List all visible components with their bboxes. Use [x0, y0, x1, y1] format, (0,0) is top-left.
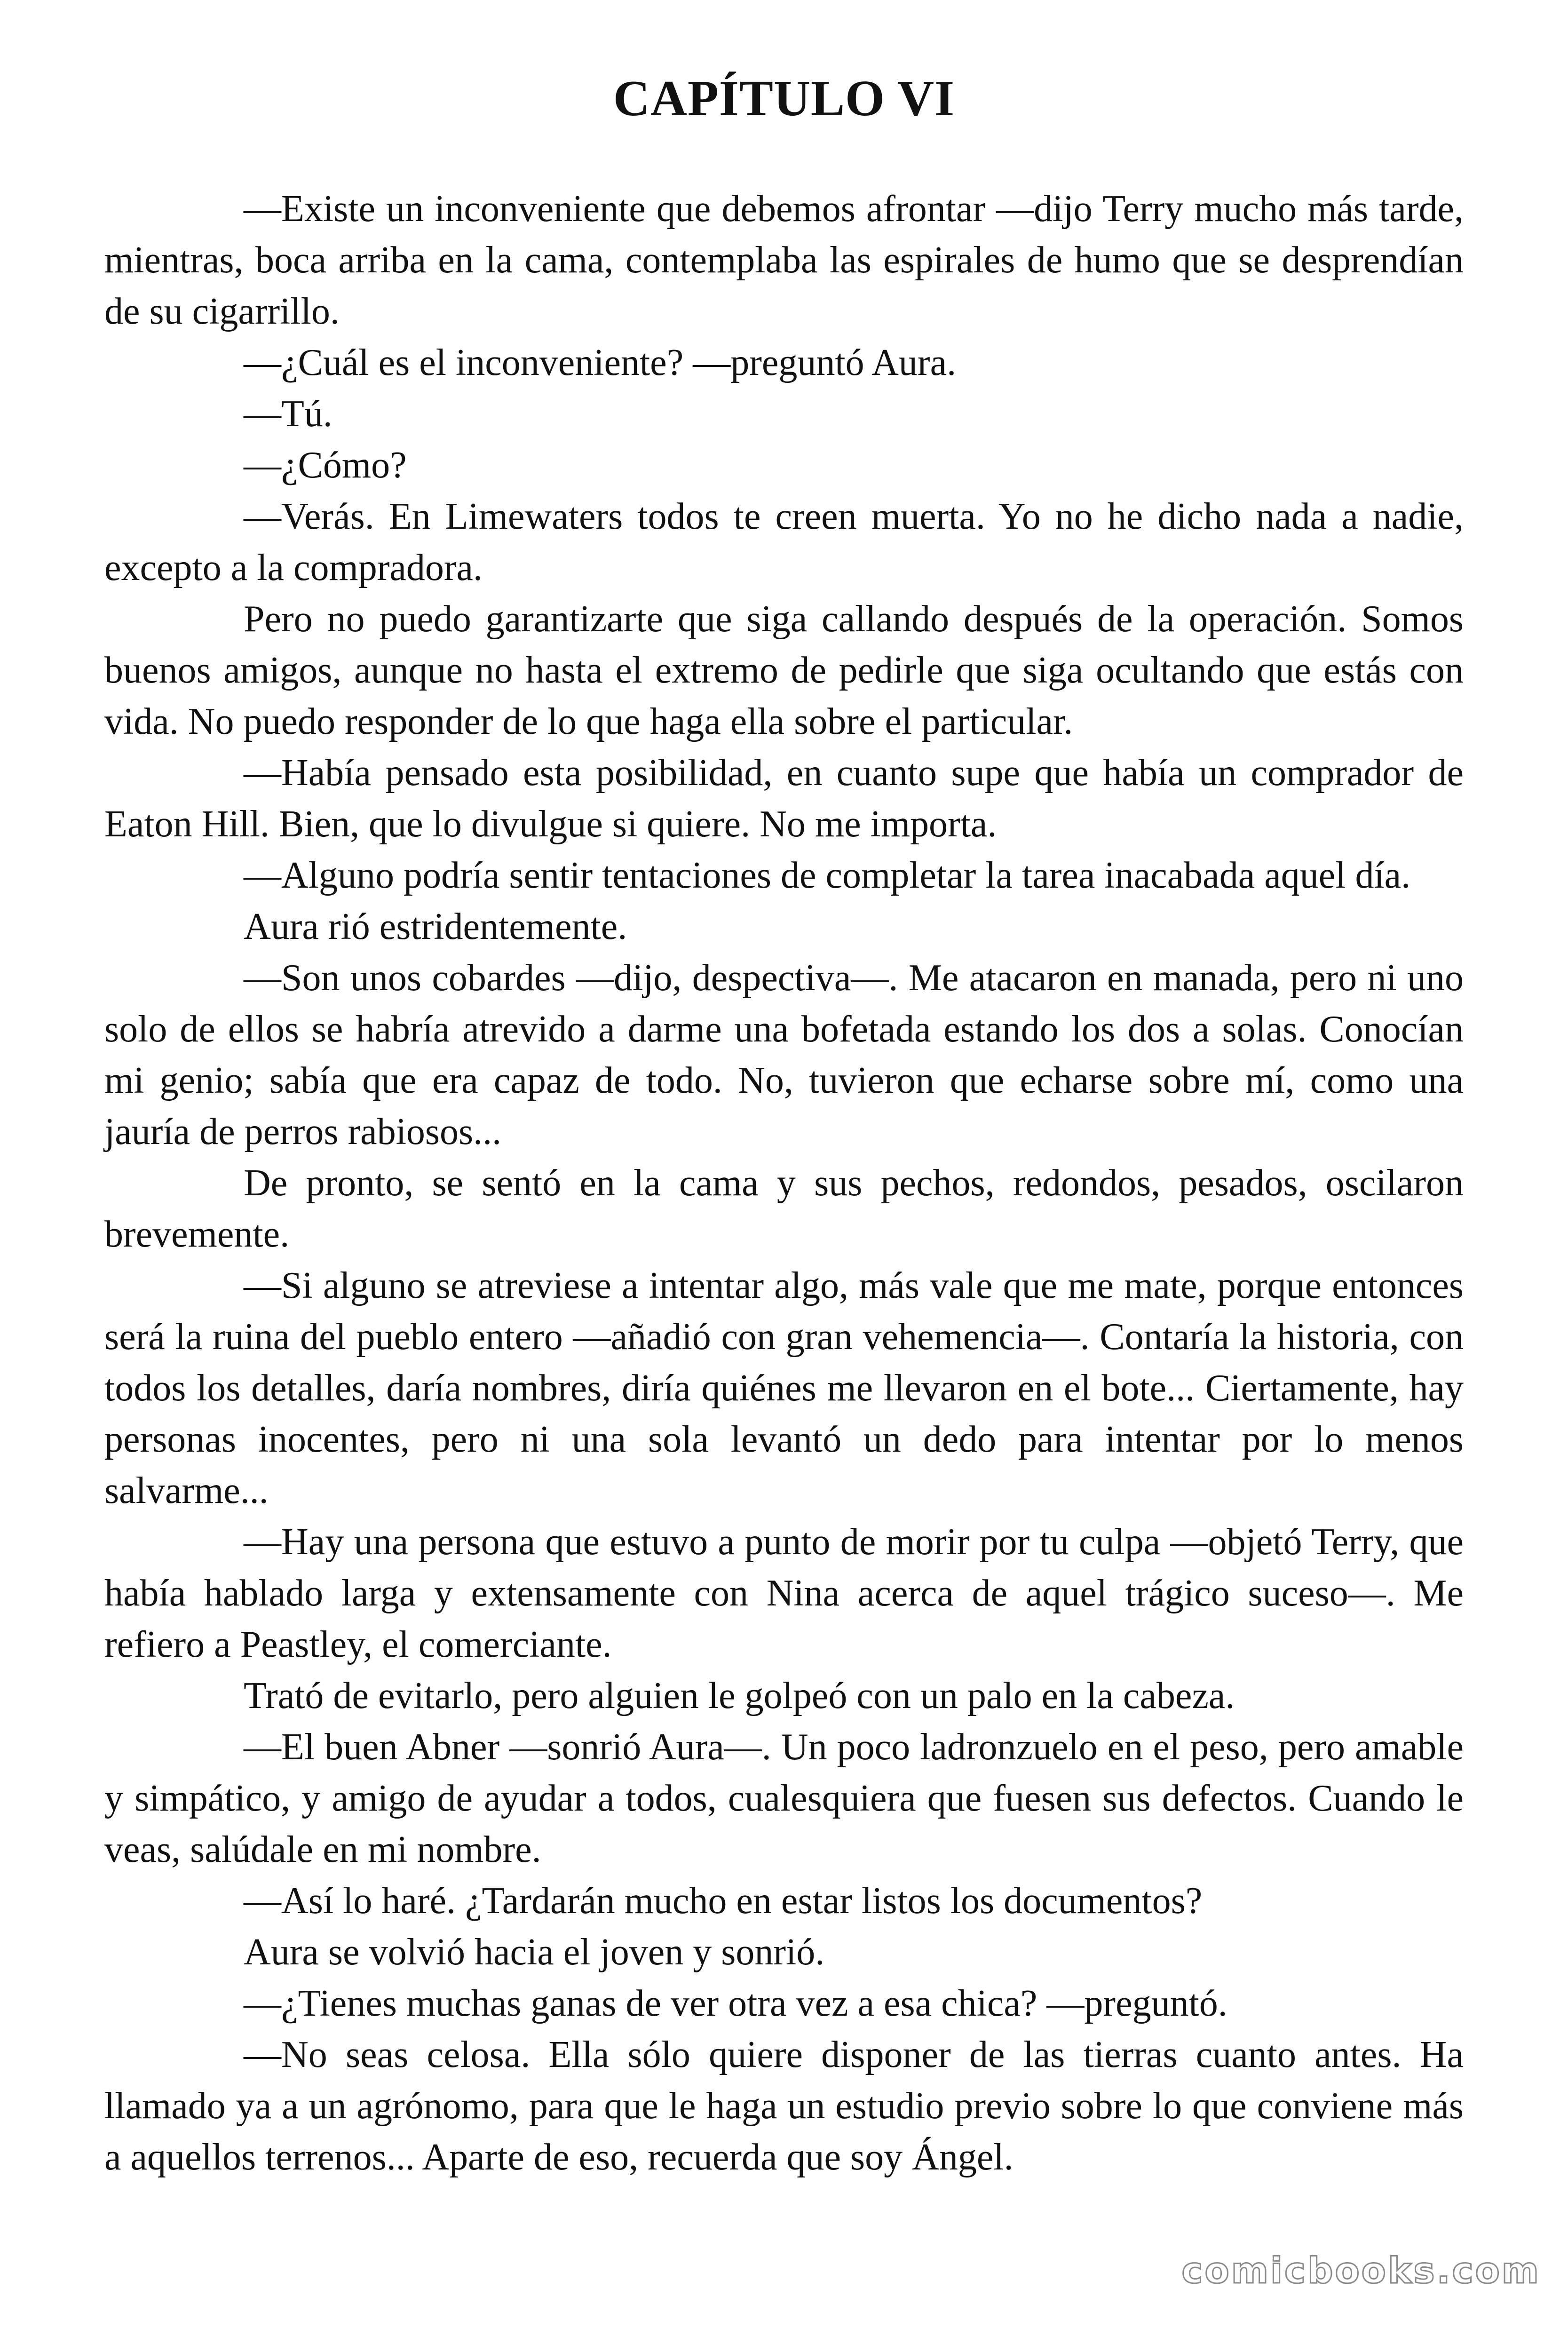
paragraph: —Así lo haré. ¿Tardarán mucho en estar listos los documentos?: [244, 1880, 1203, 1922]
paragraph: —No seas celosa. Ella sólo quiere disponer de las tierras cuanto antes. Ha llamado ya a un agrónomo, para que le haga un estudio previo sobre lo que conviene más a aquellos terrenos... Aparte de eso, recuerda que soy Ángel.: [104, 2034, 1464, 2178]
paragraph: —¿Tienes muchas ganas de ver otra vez a esa chica? —preguntó.: [244, 1983, 1227, 2024]
paragraph: —Si alguno se atreviese a intentar algo, más vale que me mate, porque entonces será la ruina del pueblo entero —añadió con gran vehemencia—. Contaría la historia, con todos los detalles, daría nombres, diría quiénes me llevaron en el bote... Ciertamente, hay personas inocentes, pero ni una sola levantó un dedo para intentar por lo menos salvarme...: [104, 1265, 1464, 1511]
paragraph: —Son unos cobardes —dijo, despectiva—. Me atacaron en manada, pero ni uno solo de ellos se habría atrevido a darme una bofetada estando los dos a solas. Conocían mi genio; sabía que era capaz de todo. No, tuvieron que echarse sobre mí, como una jauría de perros rabiosos...: [104, 957, 1464, 1152]
paragraph: —Verás. En Limewaters todos te creen muerta. Yo no he dicho nada a nadie, excepto a la compradora.: [104, 496, 1464, 588]
paragraph: —¿Cuál es el inconveniente? —preguntó Aura.: [244, 342, 957, 383]
paragraph: Pero no puedo garantizarte que siga callando después de la operación. Somos buenos amigos, aunque no hasta el extremo de pedirle que siga ocultando que estás con vida. No puedo responder de lo que haga ella sobre el particular.: [104, 598, 1464, 742]
paragraph: Trató de evitarlo, pero alguien le golpeó con un palo en la cabeza.: [244, 1675, 1235, 1716]
paragraph: —¿Cómo?: [244, 445, 407, 486]
paragraph: —El buen Abner —sonrió Aura—. Un poco ladronzuelo en el peso, pero amable y simpático, y amigo de ayudar a todos, cualesquiera que fuesen sus defectos. Cuando le veas, salúdale en mi nombre.: [104, 1726, 1464, 1870]
paragraph: —Existe un inconveniente que debemos afrontar —dijo Terry mucho más tarde, mientras, boca arriba en la cama, contemplaba las espirales de humo que se desprendían de su cigarrillo.: [104, 188, 1464, 332]
chapter-title: CAPÍTULO VI: [613, 71, 955, 127]
body-text: [104, 183, 1464, 2183]
paragraph: Aura rió estridentemente.: [244, 906, 627, 947]
paragraph: De pronto, se sentó en la cama y sus pechos, redondos, pesados, oscilaron brevemente.: [104, 1162, 1464, 1255]
paragraph: —Había pensado esta posibilidad, en cuanto supe que había un comprador de Eaton Hill. Bien, que lo divulgue si quiere. No me importa.: [104, 752, 1464, 845]
paragraph: Aura se volvió hacia el joven y sonrió.: [244, 1931, 825, 1973]
paragraph: —Hay una persona que estuvo a punto de morir por tu culpa —objetó Terry, que había hablado larga y extensamente con Nina acerca de aquel trágico suceso—. Me refiero a Peastley, el comerciante.: [104, 1521, 1464, 1665]
paragraph: —Tú.: [244, 393, 333, 435]
watermark: comicbooks.com: [1181, 2249, 1541, 2291]
paragraph: —Alguno podría sentir tentaciones de completar la tarea inacabada aquel día.: [244, 855, 1411, 896]
